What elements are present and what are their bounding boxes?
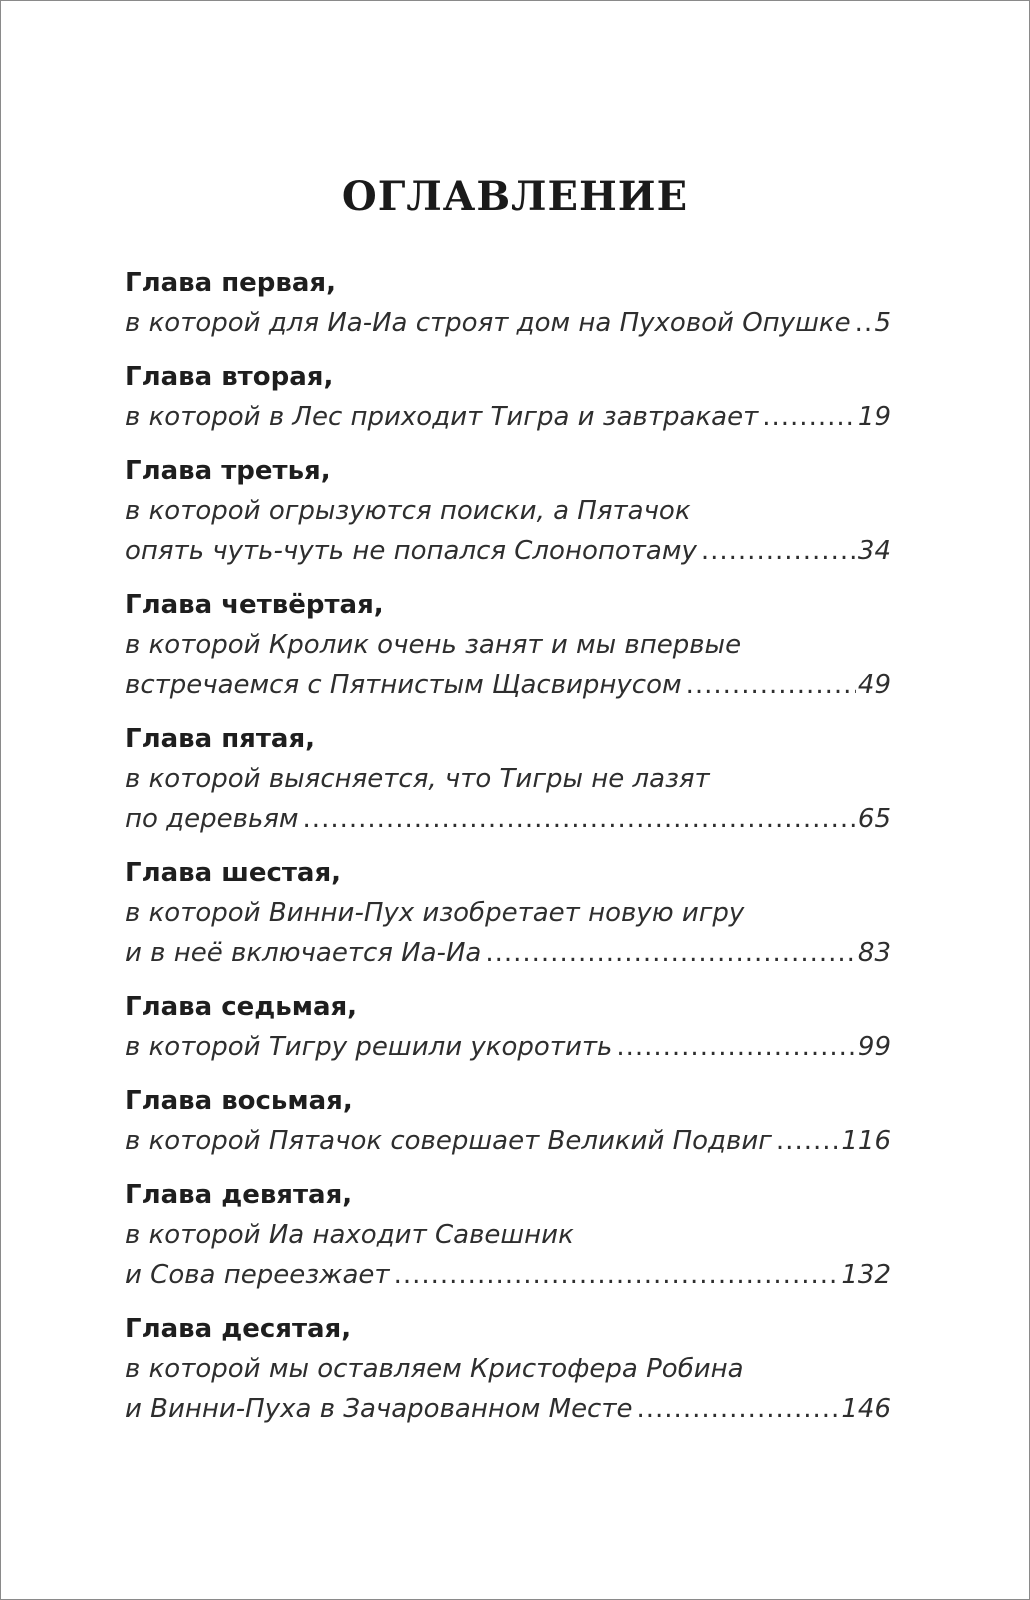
- chapter-description: в которой Пятачок совершает Великий Подвиг: [125, 1126, 772, 1156]
- page-number: 34: [857, 536, 891, 566]
- page-number: 5: [874, 308, 891, 338]
- toc-entry: [125, 1309, 891, 1429]
- chapter-heading: Глава первая,: [125, 268, 336, 298]
- chapter-description: в которой Тигру решили укоротить: [125, 1032, 613, 1062]
- chapter-description: в которой для Иа-Иа строят дом на Пуховой Опушке: [125, 308, 851, 338]
- chapter-description: в которой мы оставляем Кристофера Робина: [125, 1354, 744, 1384]
- page-number: 65: [857, 804, 891, 834]
- chapter-description-line: [125, 933, 891, 973]
- toc-entry: [125, 585, 891, 705]
- page-number: 19: [857, 402, 891, 432]
- dot-leader: [394, 1255, 840, 1295]
- chapter-description-line: [125, 397, 891, 437]
- page-number: 99: [857, 1032, 891, 1062]
- chapter-heading: Глава четвёртая,: [125, 590, 384, 620]
- page-title: ОГЛАВЛЕНИЕ: [341, 173, 689, 220]
- chapter-description: и Сова переезжает: [125, 1260, 390, 1290]
- chapter-description: в которой выясняется, что Тигры не лазят: [125, 764, 710, 794]
- chapter-description: встречаемся с Пятнистым Щасвирнусом: [125, 670, 682, 700]
- chapter-heading: Глава восьмая,: [125, 1086, 353, 1116]
- page-number: 49: [857, 670, 891, 700]
- toc-entry: [125, 357, 891, 437]
- toc-entry: [125, 853, 891, 973]
- toc-entry: [125, 1081, 891, 1161]
- chapter-description: в которой Иа находит Савешник: [125, 1220, 574, 1250]
- chapter-heading: Глава третья,: [125, 456, 331, 486]
- chapter-description: в которой Винни-Пух изобретает новую игру: [125, 898, 745, 928]
- dot-leader: [485, 933, 856, 973]
- chapter-description-line: [125, 303, 891, 343]
- chapter-description-line: [125, 531, 891, 571]
- page-number: 83: [857, 938, 891, 968]
- toc-entry: [125, 263, 891, 343]
- dot-leader: [303, 799, 856, 839]
- chapter-description: опять чуть-чуть не попался Слонопотаму: [125, 536, 697, 566]
- dot-leader: [762, 397, 856, 437]
- chapter-description-line: [125, 1027, 891, 1067]
- chapter-description: и Винни-Пуха в Зачарованном Месте: [125, 1394, 633, 1424]
- chapter-description-line: [125, 1389, 891, 1429]
- chapter-description: в которой огрызуются поиски, а Пятачок: [125, 496, 691, 526]
- chapter-description: в которой Кролик очень занят и мы впервые: [125, 630, 742, 660]
- toc-entry: [125, 719, 891, 839]
- dot-leader: [855, 303, 873, 343]
- table-of-contents: [125, 263, 891, 1429]
- chapter-heading: Глава девятая,: [125, 1180, 353, 1210]
- chapter-heading: Глава седьмая,: [125, 992, 358, 1022]
- chapter-heading: Глава шестая,: [125, 858, 342, 888]
- chapter-description: и в неё включается Иа-Иа: [125, 938, 482, 968]
- dot-leader: [686, 665, 856, 705]
- toc-entry: [125, 451, 891, 571]
- chapter-heading: Глава десятая,: [125, 1314, 352, 1344]
- chapter-description-line: [125, 799, 891, 839]
- dot-leader: [776, 1121, 839, 1161]
- toc-entry: [125, 987, 891, 1067]
- chapter-description-line: [125, 1121, 891, 1161]
- page-number: 132: [841, 1260, 891, 1290]
- chapter-description: в которой в Лес приходит Тигра и завтракает: [125, 402, 759, 432]
- chapter-heading: Глава вторая,: [125, 362, 334, 392]
- dot-leader: [637, 1389, 840, 1429]
- page-number: 116: [841, 1126, 891, 1156]
- dot-leader: [701, 531, 856, 571]
- chapter-description-line: [125, 1255, 891, 1295]
- chapter-description-line: [125, 665, 891, 705]
- page-number: 146: [841, 1394, 891, 1424]
- chapter-description: по деревьям: [125, 804, 299, 834]
- toc-entry: [125, 1175, 891, 1295]
- dot-leader: [616, 1027, 856, 1067]
- chapter-heading: Глава пятая,: [125, 724, 316, 754]
